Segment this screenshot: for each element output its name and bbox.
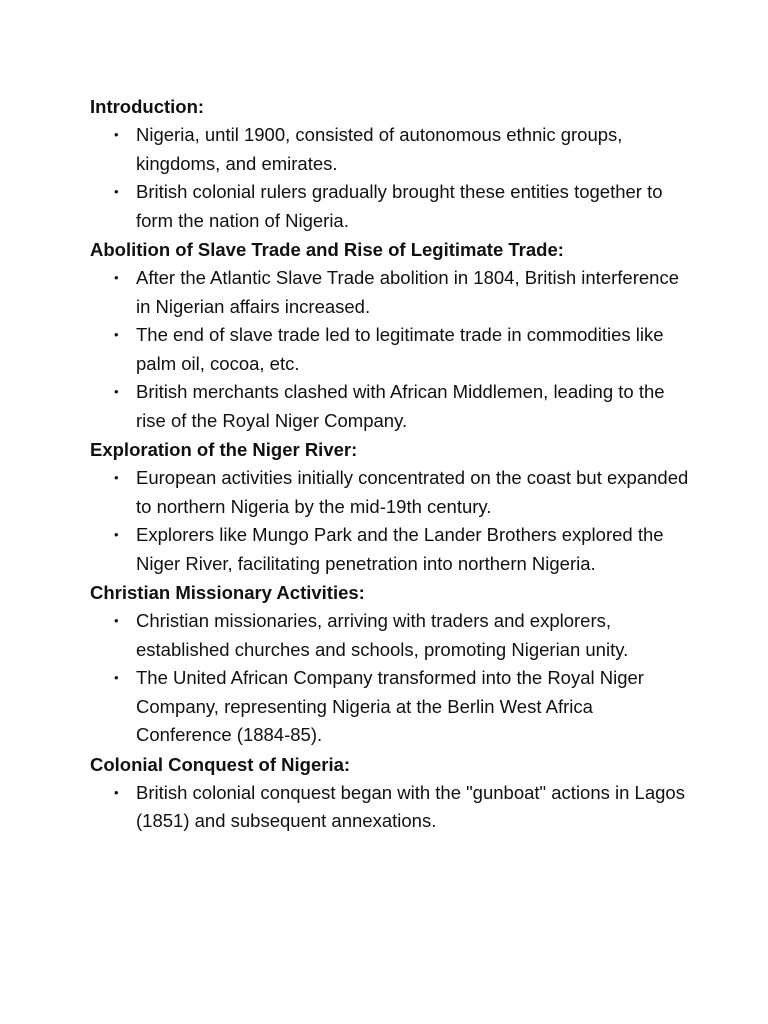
bullet-list-exploration — [90, 464, 690, 578]
bullet-dot-icon: • — [114, 527, 119, 542]
section-heading-introduction: Introduction: — [90, 96, 205, 117]
bullet-dot-icon: • — [114, 384, 119, 399]
section-heading-abolition: Abolition of Slave Trade and Rise of Legitimate Trade: — [90, 239, 564, 260]
bullet-text: British colonial rulers gradually brought these entities together to form the nation of Nigeria. — [136, 181, 663, 231]
bullet-list-introduction — [90, 121, 690, 235]
list-item — [90, 321, 690, 378]
bullet-list-conquest — [90, 779, 690, 836]
list-item — [90, 664, 690, 750]
bullet-text: British colonial conquest began with the "gunboat" actions in Lagos (1851) and subsequent annexations. — [136, 781, 685, 831]
list-item — [90, 607, 690, 664]
bullet-dot-icon: • — [114, 184, 119, 199]
bullet-dot-icon: • — [114, 327, 119, 342]
section-heading-exploration: Exploration of the Niger River: — [90, 439, 358, 460]
list-item — [90, 521, 690, 578]
list-item — [90, 779, 690, 836]
bullet-text: Explorers like Mungo Park and the Lander Brothers explored the Niger River, facilitating penetration into northern Nigeria. — [136, 524, 664, 574]
bullet-dot-icon: • — [114, 670, 119, 685]
list-item — [90, 264, 690, 321]
section-heading-conquest: Colonial Conquest of Nigeria: — [90, 753, 351, 775]
list-item — [90, 121, 690, 178]
bullet-list-abolition — [90, 264, 690, 435]
bullet-dot-icon: • — [114, 270, 119, 285]
bullet-dot-icon: • — [114, 784, 119, 800]
bullet-text: After the Atlantic Slave Trade abolition in 1804, British interference in Nigerian affairs increased. — [136, 267, 679, 317]
bullet-text: Nigeria, until 1900, consisted of autonomous ethnic groups, kingdoms, and emirates. — [136, 124, 623, 174]
bullet-text: Christian missionaries, arriving with traders and explorers, established churches and schools, promoting Nigerian unity. — [136, 610, 629, 660]
bullet-text: European activities initially concentrated on the coast but expanded to northern Nigeria by the mid-19th century. — [136, 467, 689, 517]
list-item — [90, 378, 690, 435]
bullet-dot-icon: • — [114, 470, 119, 485]
bullet-dot-icon: • — [114, 613, 119, 628]
list-item — [90, 464, 690, 521]
document-page — [90, 92, 690, 836]
bullet-dot-icon: • — [114, 127, 119, 142]
list-item — [90, 178, 690, 235]
bullet-text: The United African Company transformed into the Royal Niger Company, representing Nigeria at the Berlin West Africa Conference (1884-85). — [136, 667, 644, 745]
bullet-text: The end of slave trade led to legitimate trade in commodities like palm oil, cocoa, etc. — [136, 324, 664, 374]
section-heading-missionary: Christian Missionary Activities: — [90, 582, 365, 603]
bullet-list-missionary — [90, 607, 690, 750]
bullet-text: British merchants clashed with African Middlemen, leading to the rise of the Royal Niger Company. — [136, 381, 665, 431]
